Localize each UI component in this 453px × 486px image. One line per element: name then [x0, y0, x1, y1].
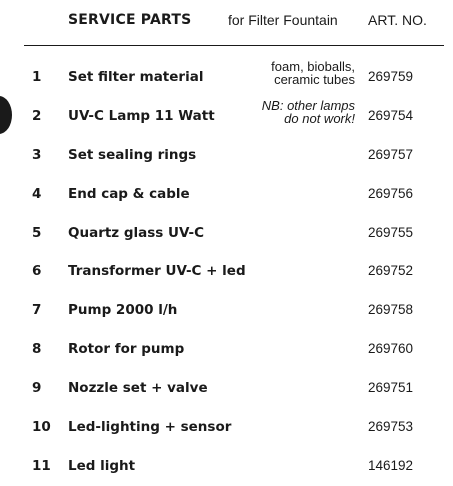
part-name: UV-C Lamp 11 Watt: [68, 107, 215, 124]
part-number: 4: [32, 185, 42, 202]
part-art-number: 269754: [368, 107, 414, 123]
part-number: 8: [32, 341, 42, 358]
part-number: 5: [32, 224, 42, 241]
header-divider: [24, 45, 444, 46]
part-art-number: 269760: [368, 341, 414, 357]
part-number: 2: [32, 107, 42, 124]
part-name: Set sealing rings: [68, 146, 197, 163]
part-note-line-1: foam, bioballs,: [271, 59, 355, 74]
parts-list: [0, 58, 453, 486]
part-art-number: 269757: [368, 146, 414, 162]
part-name: Led light: [68, 457, 136, 474]
part-name: Quartz glass UV-C: [68, 224, 204, 241]
part-number: 7: [32, 302, 42, 319]
part-name: Rotor for pump: [68, 341, 185, 358]
part-art-number: 269753: [368, 419, 414, 435]
part-note: [195, 60, 355, 86]
part-name: Transformer UV-C + led: [68, 263, 246, 280]
part-art-number: 269758: [368, 302, 414, 318]
page-subtitle: for Filter Fountain: [228, 12, 338, 28]
part-art-number: 146192: [368, 457, 414, 473]
part-name: End cap & cable: [68, 185, 190, 202]
part-row-1: [0, 58, 453, 97]
part-name: Led-lighting + sensor: [68, 419, 232, 436]
part-number: 6: [32, 263, 42, 280]
page-title: SERVICE PARTS: [68, 12, 192, 28]
part-name: Set filter material: [68, 69, 204, 85]
art-no-column-header: ART. NO.: [368, 12, 427, 28]
part-note-line-2: ceramic tubes: [274, 72, 355, 87]
part-row-7: [0, 291, 453, 330]
part-name: Nozzle set + valve: [68, 380, 208, 397]
part-art-number: 269756: [368, 185, 414, 201]
table-header: [0, 0, 453, 46]
part-row-9: [0, 369, 453, 408]
part-note-line-2: do not work!: [284, 110, 355, 126]
part-row-4: [0, 175, 453, 214]
part-note-line-1: NB: other lamps: [261, 97, 355, 113]
part-row-6: [0, 252, 453, 291]
part-row-10: [0, 408, 453, 447]
part-number: 3: [32, 146, 42, 163]
part-row-3: [0, 136, 453, 175]
part-row-11: [0, 447, 453, 486]
part-number: 1: [32, 69, 42, 85]
part-art-number: 269752: [368, 263, 414, 279]
part-note: [195, 99, 355, 125]
part-row-5: [0, 214, 453, 253]
part-name: Pump 2000 l/h: [68, 302, 178, 319]
part-row-8: [0, 330, 453, 369]
part-art-number: 269755: [368, 224, 414, 240]
part-art-number: 269759: [368, 69, 414, 84]
part-number: 11: [32, 457, 51, 474]
part-number: 9: [32, 380, 42, 397]
part-art-number: 269751: [368, 380, 414, 396]
part-number: 10: [32, 419, 51, 436]
part-row-2: [0, 97, 453, 136]
